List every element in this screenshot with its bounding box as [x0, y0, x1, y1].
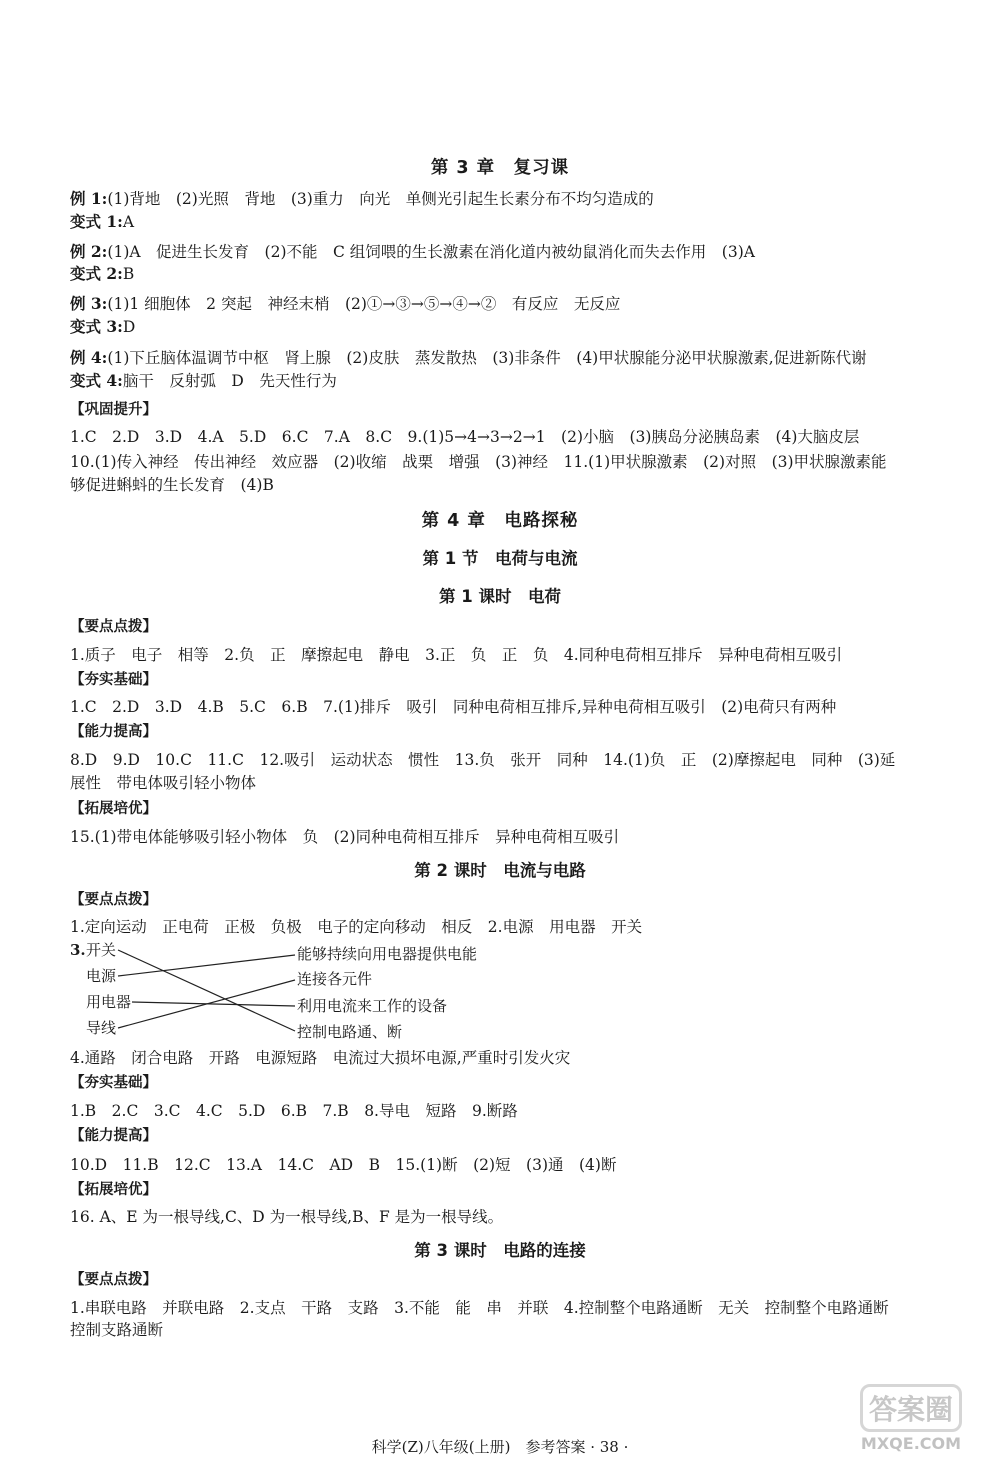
watermark [836, 1384, 986, 1453]
l1-basic-heading: 【夯实基础】 [70, 672, 157, 688]
l2-key-line-1: 1.定向运动 正电荷 正极 负极 电子的定向移动 相反 2.电源 用电器 开关 [70, 918, 643, 936]
l2-key-line-4: 4.通路 闭合电路 开路 电源短路 电流过大损坏电源,严重时引发火灾 [70, 1049, 571, 1067]
variant-2: 变式 2:B [70, 264, 135, 283]
page-footer: 科学(Z)八年级(上册) 参考答案 · 38 · [371, 1438, 629, 1456]
match-right-4: 控制电路通、断 [297, 1023, 403, 1041]
l1-extend-line: 15.(1)带电体能够吸引轻小物体 负 (2)同种电荷相互排斥 异种电荷相互吸引 [70, 828, 620, 846]
l3-key-heading: 【要点点拨】 [70, 1272, 157, 1288]
example-2: 例 2:(1)A 促进生长发育 (2)不能 C 组饲喂的生长激素在消化道内被幼鼠消化而失去作用 (3)A [70, 242, 755, 261]
variant-1: 变式 1:A [70, 212, 135, 231]
l1-ability-line-2: 展性 带电体吸引轻小物体 [70, 774, 257, 792]
l2-ability-line: 10.D 11.B 12.C 13.A 14.C AD B 15.(1)断 (2)短 (3)通 (4)断 [70, 1156, 617, 1174]
line-switch-control [118, 950, 295, 1031]
match-left-2: 电源 [86, 967, 117, 985]
l1-basic-line: 1.C 2.D 3.D 4.B 5.C 6.B 7.(1)排斥 吸引 同种电荷相互排斥,异种电荷相互吸引 (2)电荷只有两种 [70, 698, 837, 716]
match-right-1: 能够持续向用电器提供电能 [297, 945, 478, 963]
lesson2-title: 第 2 课时 电流与电路 [414, 861, 586, 880]
chapter4-title: 第 4 章 电路探秘 [421, 511, 579, 531]
l1-ability-line-1: 8.D 9.D 10.C 11.C 12.吸引 运动状态 惯性 13.负 张开 同种 14.(1)负 正 (2)摩擦起电 同种 (3)延 [70, 751, 896, 769]
l2-extend-line: 16. A、E 为一根导线,C、D 为一根导线,B、F 是为一根导线。 [70, 1208, 504, 1226]
line-wire-connect [118, 980, 295, 1028]
variant-3: 变式 3:D [70, 317, 136, 336]
l2-key-heading: 【要点点拨】 [70, 892, 157, 908]
watermark-logo: 答案圈 [860, 1384, 962, 1432]
consolidate-line-1: 1.C 2.D 3.D 4.A 5.D 6.C 7.A 8.C 9.(1)5→4→3→2→1 (2)小脑 (3)胰岛分泌胰岛素 (4)大脑皮层 [70, 428, 860, 446]
match-right-2: 连接各元件 [297, 970, 373, 988]
consolidate-line-3: 够促进蝌蚪的生长发育 (4)B [70, 476, 274, 494]
section1-title: 第 1 节 电荷与电流 [422, 549, 578, 568]
chapter3-title: 第 3 章 复习课 [430, 158, 570, 178]
matching-number: 3. [70, 941, 86, 959]
l1-ability-heading: 【能力提高】 [70, 724, 157, 740]
l2-basic-heading: 【夯实基础】 [70, 1075, 157, 1091]
lesson1-title: 第 1 课时 电荷 [439, 587, 561, 606]
example-3: 例 3:(1)1 细胞体 2 突起 神经末梢 (2)①→③→⑤→④→② 有反应 无反应 [70, 294, 621, 313]
example-1: 例 1:(1)背地 (2)光照 背地 (3)重力 向光 单侧光引起生长素分布不均匀造成的 [70, 189, 654, 208]
match-left-1: 开关 [86, 941, 117, 959]
consolidate-line-2: 10.(1)传入神经 传出神经 效应器 (2)收缩 战栗 增强 (3)神经 11.(1)甲状腺激素 (2)对照 (3)甲状腺激素能 [70, 453, 887, 471]
match-right-3: 利用电流来工作的设备 [297, 997, 448, 1015]
consolidate-heading: 【巩固提升】 [70, 402, 157, 418]
lesson3-title: 第 3 课时 电路的连接 [414, 1241, 586, 1260]
match-left-3: 用电器 [86, 993, 132, 1011]
l1-key-line: 1.质子 电子 相等 2.负 正 摩擦起电 静电 3.正 负 正 负 4.同种电荷相互排斥 异种电荷相互吸引 [70, 646, 843, 664]
match-left-4: 导线 [86, 1019, 117, 1037]
l2-extend-heading: 【拓展培优】 [70, 1182, 157, 1198]
l2-basic-line: 1.B 2.C 3.C 4.C 5.D 6.B 7.B 8.导电 短路 9.断路 [70, 1102, 518, 1120]
l3-key-line-2: 控制支路通断 [70, 1321, 164, 1339]
l3-key-line-1: 1.串联电路 并联电路 2.支点 干路 支路 3.不能 能 串 并联 4.控制整个电路通断 无关 控制整个电路通断 [70, 1299, 889, 1317]
watermark-url: MXQE.COM [860, 1434, 962, 1453]
example-4: 例 4:(1)下丘脑体温调节中枢 肾上腺 (2)皮肤 蒸发散热 (3)非条件 (4)甲状腺能分泌甲状腺激素,促进新陈代谢 [70, 348, 867, 367]
line-power-supply [118, 955, 295, 976]
l1-key-heading: 【要点点拨】 [70, 619, 157, 635]
l1-extend-heading: 【拓展培优】 [70, 801, 157, 817]
l2-ability-heading: 【能力提高】 [70, 1128, 157, 1144]
variant-4: 变式 4:脑干 反射弧 D 先天性行为 [70, 371, 337, 390]
